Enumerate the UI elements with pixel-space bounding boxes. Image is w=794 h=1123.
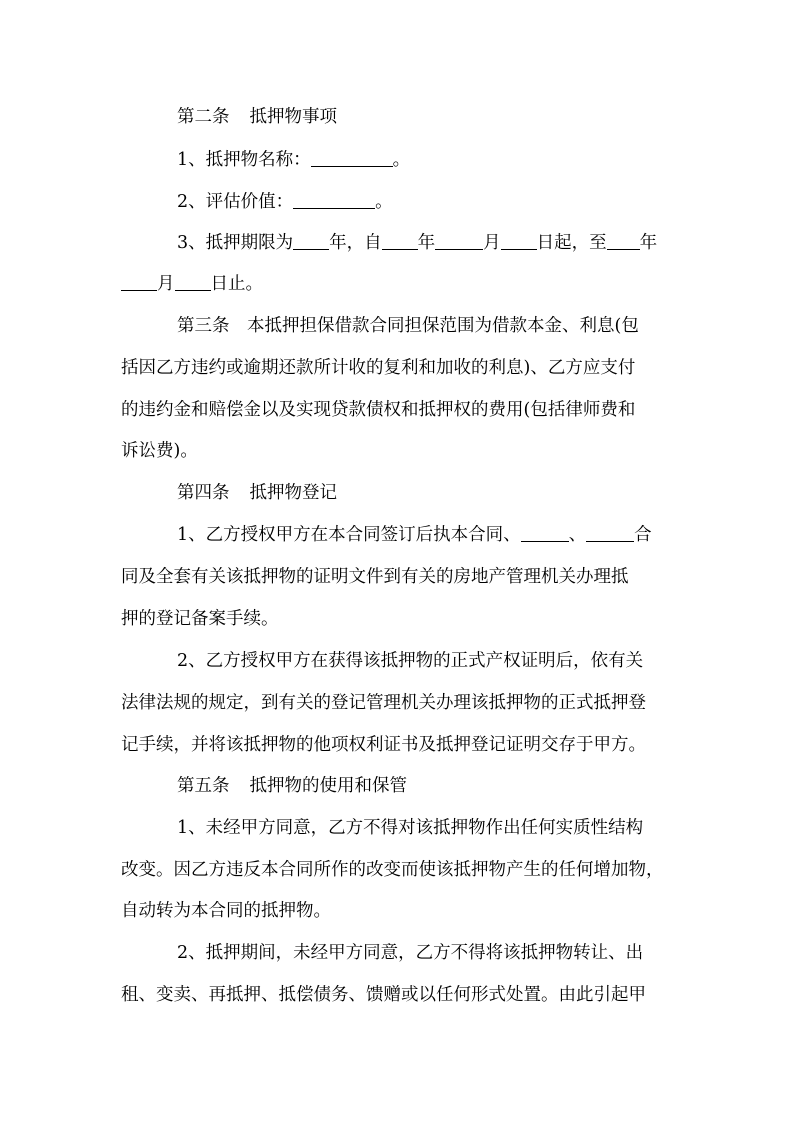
end-year-blank[interactable] bbox=[607, 231, 640, 250]
article4-item2-line: 法律法规的规定，到有关的登记管理机关办理该抵押物的正式抵押登 bbox=[121, 693, 646, 713]
valuation-blank[interactable] bbox=[293, 190, 375, 209]
term-label: 3、抵押期限为 bbox=[177, 233, 294, 253]
article3-line: 第三条 本抵押担保借款合同担保范围为借款本金、利息(包 bbox=[177, 316, 639, 336]
start-month-blank[interactable] bbox=[435, 231, 483, 250]
article2-item3-line1 bbox=[177, 231, 657, 255]
article2-heading bbox=[177, 105, 337, 129]
article3-line: 诉讼费)。 bbox=[121, 441, 198, 461]
article5-item1-line: 改变。因乙方违反本合同所作的改变而使该抵押物产生的任何增加物， bbox=[121, 860, 664, 880]
end-month-blank[interactable] bbox=[121, 272, 157, 291]
term-text-8: 日止。 bbox=[210, 274, 263, 294]
collateral-name-label: 1、抵押物名称： bbox=[177, 150, 311, 170]
term-text-6: 年 bbox=[639, 233, 658, 253]
article5-item2-line: 2、抵押期间，未经甲方同意，乙方不得将该抵押物转让、出 bbox=[177, 943, 644, 963]
article2-item3-line2 bbox=[121, 272, 263, 296]
start-year-blank[interactable] bbox=[382, 231, 418, 250]
article4-title: 第四条 bbox=[177, 483, 230, 503]
term-text-7: 月 bbox=[157, 274, 175, 294]
document-blank-1[interactable] bbox=[521, 523, 569, 542]
term-text-4: 月 bbox=[483, 233, 501, 253]
article4-item2-line: 2、乙方授权甲方在获得该抵押物的正式产权证明后，依有关 bbox=[177, 651, 644, 671]
article3-line: 的违约金和赔偿金以及实现贷款债权和抵押权的费用(包括律师费和 bbox=[121, 400, 636, 420]
term-text-3: 年 bbox=[417, 233, 436, 253]
start-day-blank[interactable] bbox=[501, 231, 537, 250]
document-blank-2[interactable] bbox=[586, 523, 634, 542]
term-years-blank[interactable] bbox=[293, 231, 329, 250]
article4-item1-line1 bbox=[177, 523, 652, 547]
article4-heading-text: 抵押物登记 bbox=[249, 483, 337, 503]
article4-item1-text3: 合 bbox=[634, 525, 652, 545]
article4-heading bbox=[177, 481, 337, 505]
collateral-name-blank[interactable] bbox=[311, 148, 393, 167]
article2-item1 bbox=[177, 148, 410, 172]
article3-line: 括因乙方违约或逾期还款所计收的复利和加收的利息)、乙方应支付 bbox=[121, 358, 636, 378]
term-text-2: 年，自 bbox=[329, 233, 382, 253]
end-day-blank[interactable] bbox=[175, 272, 211, 291]
article4-item1-text1: 1、乙方授权甲方在本合同签订后执本合同、 bbox=[177, 525, 521, 545]
article5-item1-line: 1、未经甲方同意，乙方不得对该抵押物作出任何实质性结构 bbox=[177, 818, 644, 838]
article4-item2-line: 记手续，并将该抵押物的他项权利证书及抵押登记证明交存于甲方。 bbox=[121, 735, 646, 755]
article5-heading-text: 抵押物的使用和保管 bbox=[249, 776, 407, 796]
article5-title: 第五条 bbox=[177, 776, 230, 796]
collateral-name-suffix: 。 bbox=[392, 150, 411, 170]
valuation-label: 2、评估价值： bbox=[177, 192, 294, 212]
article2-item2 bbox=[177, 190, 393, 214]
article4-item1-line: 同及全套有关该抵押物的证明文件到有关的房地产管理机关办理抵 bbox=[121, 567, 629, 587]
article5-item2-line: 租、变卖、再抵押、抵偿债务、馈赠或以任何形式处置。由此引起甲 bbox=[121, 985, 646, 1005]
valuation-suffix: 。 bbox=[375, 192, 393, 212]
article5-item1-line: 自动转为本合同的抵押物。 bbox=[121, 901, 331, 921]
article5-heading bbox=[177, 774, 407, 798]
article4-item1-line: 押的登记备案手续。 bbox=[121, 609, 279, 629]
article2-heading-text: 抵押物事项 bbox=[249, 107, 337, 127]
article4-item1-text2: 、 bbox=[568, 525, 587, 545]
term-text-5: 日起，至 bbox=[536, 233, 607, 253]
article2-title: 第二条 bbox=[177, 107, 230, 127]
